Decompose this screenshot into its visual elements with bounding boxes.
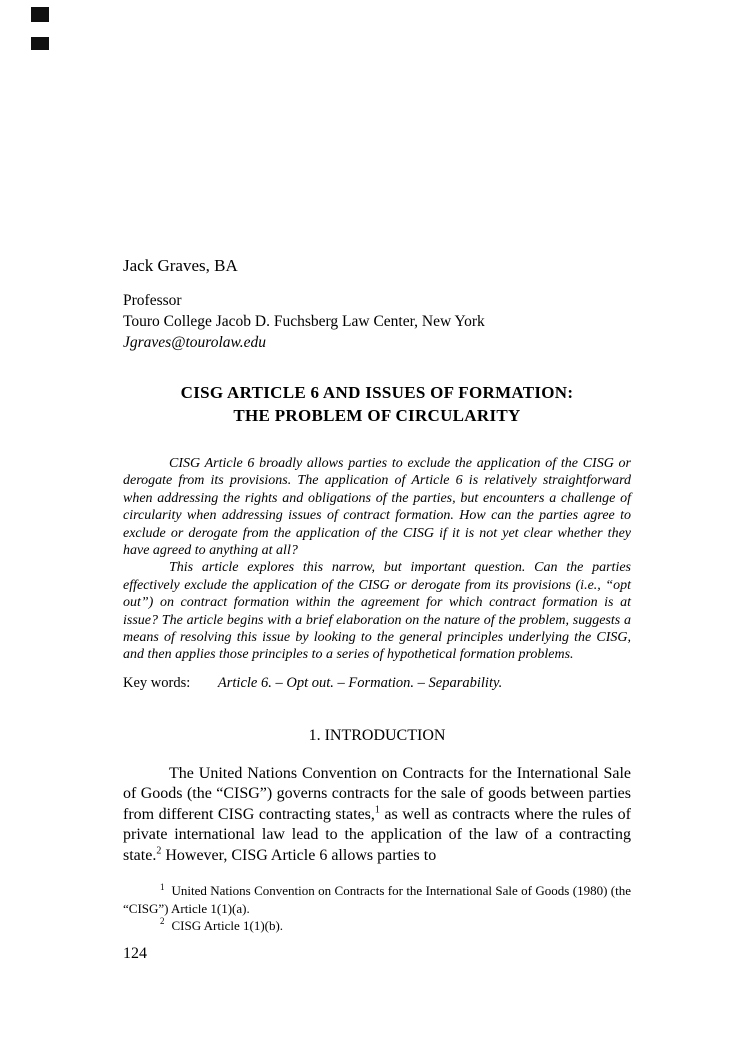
- intro-paragraph: [123, 764, 631, 867]
- intro-text-segment-2: as well as contracts where the rules of private international law lead to the application of the law of a contracting state.: [123, 805, 632, 864]
- footnote-reference-2: 2: [156, 845, 162, 857]
- article-title-line-1: CISG ARTICLE 6 AND ISSUES OF FORMATION:: [180, 383, 574, 402]
- abstract: [123, 455, 631, 664]
- footnote-2-marker: 2: [160, 916, 165, 927]
- footnotes-block: [123, 882, 631, 934]
- registration-mark-top: [31, 7, 49, 22]
- abstract-paragraph-1: CISG Article 6 broadly allows parties to exclude the application of the CISG or derogate from its provisions. The application of Article 6 is relatively straightforward when addressing the rights and obligations of the parties, but encounters a challenge of circularity when addressing issues of contract formation. How can the parties agree to exclude or derogate from the application of the CISG if it is not yet clear whether they have agreed to anything at all?: [123, 456, 631, 559]
- footnote-1-text: United Nations Convention on Contracts for the International Sale of Goods (1980) (the “CISG”) Article 1(1)(a).: [123, 883, 631, 916]
- intro-text-segment-1: The United Nations Convention on Contracts for the International Sale of Goods (the “CISG”) governs contracts for the sale of goods between parties from different CISG contracting states,: [123, 764, 631, 823]
- article-title-line-2: THE PROBLEM OF CIRCULARITY: [233, 406, 521, 425]
- author-affiliation: Touro College Jacob D. Fuchsberg Law Center, New York: [123, 313, 485, 330]
- abstract-paragraph-2: This article explores this narrow, but important question. Can the parties effectively exclude the application of the CISG or derogate from its provisions (i.e., “opt out”) on contract formation within the agreement for which contract formation is at issue? The article begins with a brief elaboration on the nature of the problem, suggests a means of resolving this issue by looking to the general principles underlying the CISG, and then applies those principles to a series of hypothetical formation problems.: [123, 560, 631, 663]
- footnote-2: [123, 917, 631, 934]
- footnote-1: [123, 882, 631, 916]
- footnote-2-text: CISG Article 1(1)(b).: [171, 917, 284, 933]
- registration-mark-bottom: [31, 37, 49, 50]
- page-number: 124: [123, 944, 147, 962]
- page-content: [123, 256, 631, 964]
- footnote-1-marker: 1: [160, 882, 165, 893]
- keywords-line: [123, 674, 631, 692]
- intro-text-segment-3: However, CISG Article 6 allows parties to: [161, 846, 437, 864]
- article-title: [123, 381, 631, 427]
- keywords-label: Key words:: [123, 674, 191, 691]
- author-block: [123, 256, 631, 353]
- author-email: Jgraves@tourolaw.edu: [123, 334, 266, 351]
- section-heading-introduction: 1. INTRODUCTION: [308, 726, 446, 744]
- footnote-reference-1: 1: [374, 804, 380, 816]
- author-name: Jack Graves, BA: [123, 256, 238, 275]
- author-title: Professor: [123, 292, 182, 309]
- keywords-values: Article 6. – Opt out. – Formation. – Separability.: [217, 674, 503, 691]
